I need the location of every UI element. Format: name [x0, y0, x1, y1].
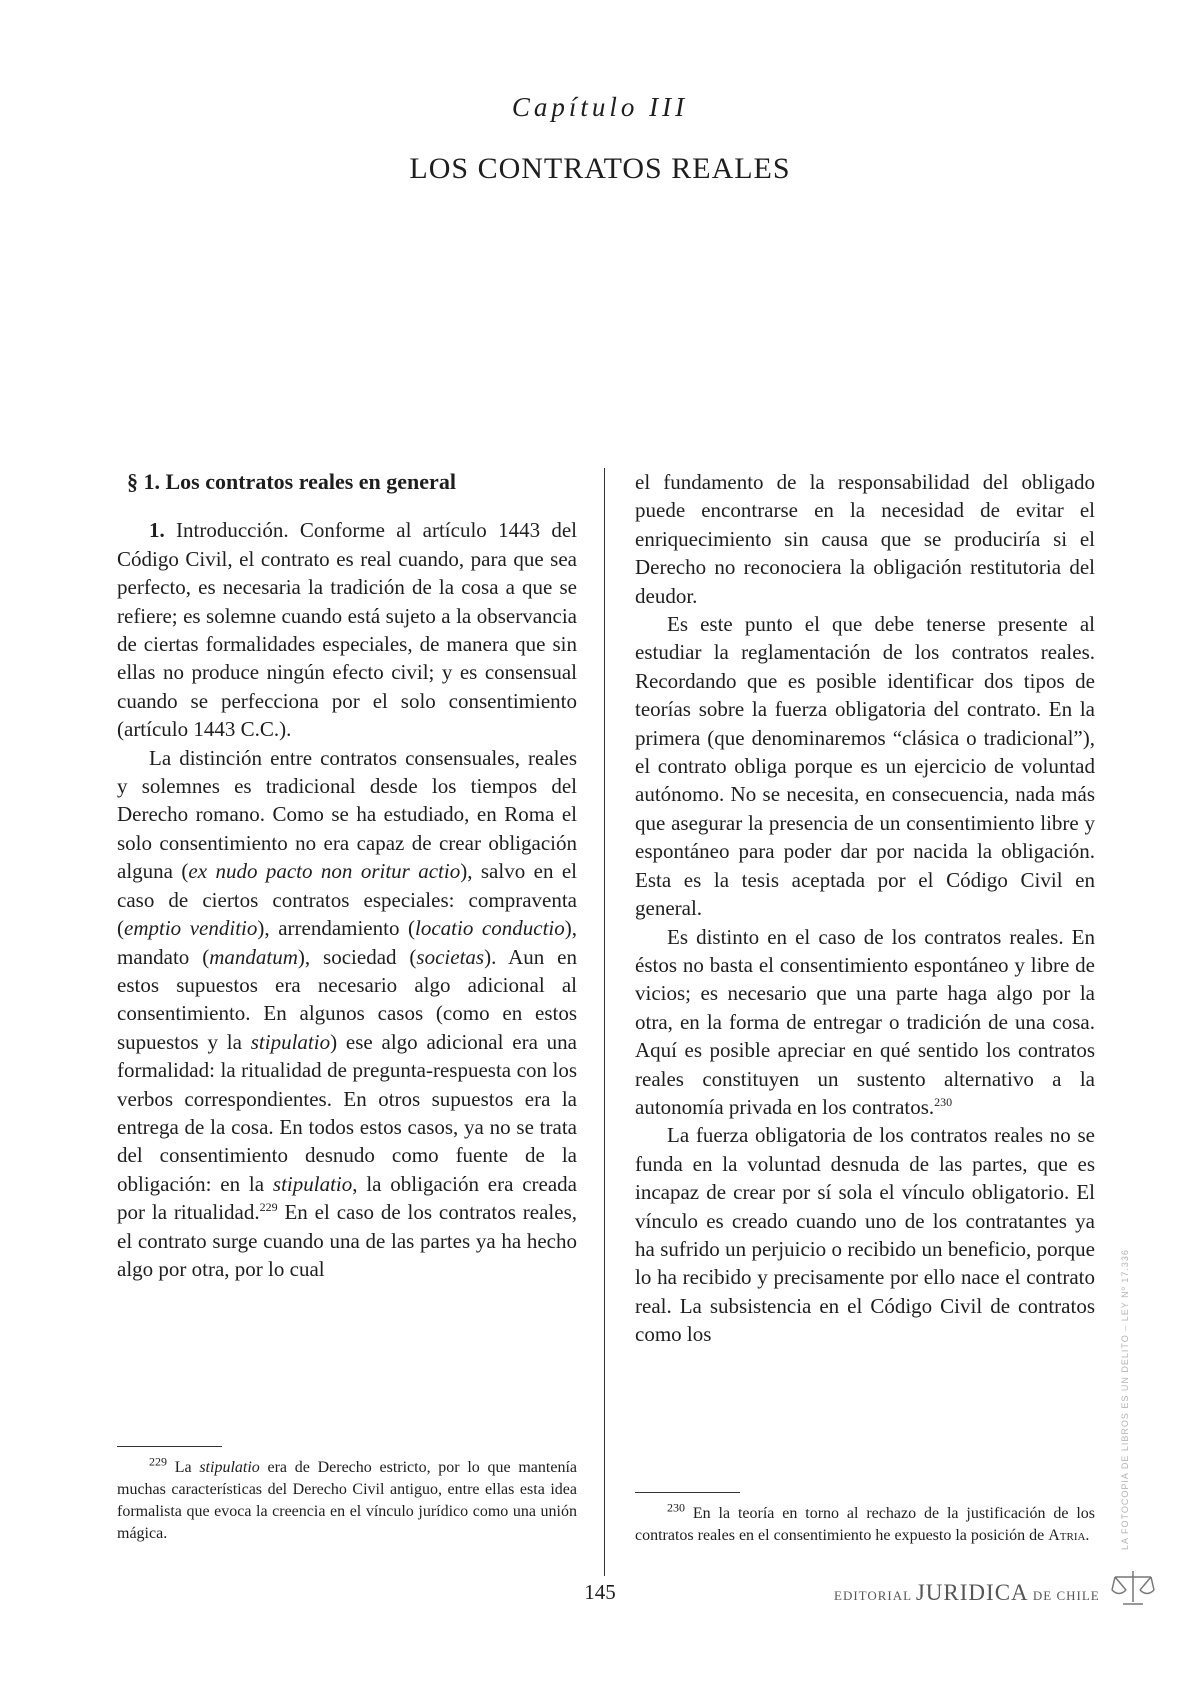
latin-term: ex nudo pacto non oritur actio — [188, 859, 461, 884]
text-run: ), mandato ( — [117, 916, 577, 969]
latin-term: stipulatio — [272, 1171, 353, 1196]
text-run: ), salvo en el caso de ciertos contratos especiales: compraventa ( — [117, 859, 577, 941]
footnote-230 — [635, 1492, 1095, 1547]
footnote-229 — [117, 1446, 577, 1545]
scales-of-justice-icon — [1110, 1568, 1156, 1613]
page-number: 145 — [584, 1580, 616, 1604]
publisher-name — [834, 1580, 1100, 1606]
paragraph-text: Conforme al artículo 1443 del Código Civil, el contrato es real cuando, para que sea perfecto, es necesaria la tradición de la cosa a que se refiere; es solemne cuando está sujeto a la observancia de ciertas formalidades especiales, de manera que sin ellas no produce ningún efecto civil; y es consensual cuando se perfecciona por el solo consentimiento (artículo 1443 C.C.). — [117, 518, 577, 742]
latin-term: locatio conductio — [415, 916, 565, 941]
text-run: . — [1085, 1527, 1090, 1544]
latin-term: societas — [416, 944, 485, 969]
section-heading: § 1. Los contratos reales en general — [127, 469, 456, 494]
chapter-title: LOS CONTRATOS REALES — [409, 152, 791, 185]
footnote-number: 230 — [667, 1500, 685, 1515]
publisher-suffix: DE CHILE — [1028, 1588, 1100, 1603]
latin-term: stipulatio — [199, 1459, 260, 1476]
author-name: Atria — [1048, 1527, 1086, 1544]
copyright-notice: LA FOTOCOPIA DE LIBROS ES UN DELITO – LEY Nº 17.336 — [1120, 1249, 1130, 1550]
text-run: ), arrendamiento ( — [257, 916, 416, 941]
footnote-rule — [117, 1446, 222, 1447]
paragraph-binding-force: La fuerza obligatoria de los contratos reales no se funda en la voluntad desnuda de las partes, que es incapaz de crear por sí sola el vínculo obligatorio. El vínculo es creado cuando uno de los contratantes ya ha sufrido un perjuicio o recibido un beneficio, porque lo ha recibido y precisamente por ello nace el contrato real. La subsistencia en el Código Civil de contratos como los — [635, 1123, 1095, 1347]
publisher-prefix: EDITORIAL — [834, 1588, 916, 1603]
latin-term: stipulatio — [250, 1029, 331, 1054]
text-run: La — [167, 1459, 200, 1476]
paragraph-theories: Es este punto el que debe tenerse presente al estudiar la reglamentación de los contratos reales. Recordando que es posible identificar dos tipos de teorías sobre la fuerza obligatoria del contrato. En la primera (que denominaremos “clásica o tradicional”), el contrato obliga porque es un ejercicio de voluntad autónomo. No se necesita, en consecuencia, nada más que asegurar la presencia de un consentimiento libre y espontáneo para poder dar por nacida la obligación. Esta es la tesis aceptada por el Código Civil en general. — [635, 612, 1095, 921]
column-divider — [604, 468, 605, 1576]
paragraph-real-contracts — [635, 923, 1095, 1122]
chapter-label: Capítulo III — [511, 92, 689, 122]
text-run: ), sociedad ( — [297, 944, 417, 969]
text-run: Es distinto en el caso de los contratos reales. En éstos no basta el consentimiento espontáneo y libre de vicios; es necesario que una parte haga algo por la otra, en la forma de entregar o tradición de una cosa. Aquí es posible apreciar en qué sentido los contratos reales constituyen un sustento alternativo a la autonomía privada en los contratos. — [635, 924, 1095, 1119]
footnote-ref-229[interactable]: 229 — [259, 1200, 278, 1215]
paragraph-lead-title: Introducción. — [176, 518, 289, 543]
paragraph-continuation: el fundamento de la responsabilidad del obligado puede encontrarse en la necesidad de evitar el enriquecimiento sin causa que se produciría si el Derecho no reconociera la obligación restitutoria del deudor. — [635, 470, 1095, 608]
footnote-number: 229 — [149, 1454, 167, 1469]
text-run: era de Derecho estricto, por lo que mantenía muchas características del Derecho Civil antiguo, entre ellas esta idea formalista que evoca la creencia en el vínculo jurídico como una unión mágica. — [117, 1459, 577, 1542]
footnote-ref-230[interactable]: 230 — [934, 1094, 953, 1109]
right-column — [635, 468, 1095, 1349]
paragraph-number: 1. — [149, 518, 165, 543]
latin-term: mandatum — [209, 944, 298, 969]
footnote-text — [117, 1454, 577, 1545]
text-run: ) ese algo adicional era una formalidad: la ritualidad de pregunta-respuesta con los verbos correspondientes. En otros supuestos era la entrega de la cosa. En todos estos casos, ya no se trata del consentimiento desnudo como fuente de la obligación: en la — [117, 1029, 578, 1196]
text-run: En la teoría en torno al rechazo de la justificación de los contratos reales en el consentimiento he expuesto la posición de — [635, 1505, 1095, 1544]
footnote-rule — [635, 1492, 740, 1493]
paragraph-roman-law — [117, 744, 577, 1284]
paragraph-introduction — [117, 516, 577, 743]
text-run: La distinción entre contratos consensuales, reales y solemnes es tradicional desde los tiempos del Derecho romano. Como se ha estudiado, en Roma el solo consentimiento no era capaz de crear obligación alguna ( — [117, 745, 577, 884]
latin-term: emptio venditio — [124, 916, 258, 941]
text-run: , la obligación era creada por la ritualidad. — [117, 1171, 577, 1225]
text-run: ). Aun en estos supuestos era necesario algo adicional al consentimiento. En algunos casos (como en estos supuestos y la — [117, 944, 577, 1054]
footnote-text — [635, 1500, 1095, 1547]
left-column — [117, 468, 577, 1283]
text-run: En el caso de los contratos reales, el contrato surge cuando una de las partes ya ha hecho algo por otra, por lo cual — [117, 1200, 577, 1281]
publisher-main: JURIDICA — [915, 1580, 1029, 1605]
